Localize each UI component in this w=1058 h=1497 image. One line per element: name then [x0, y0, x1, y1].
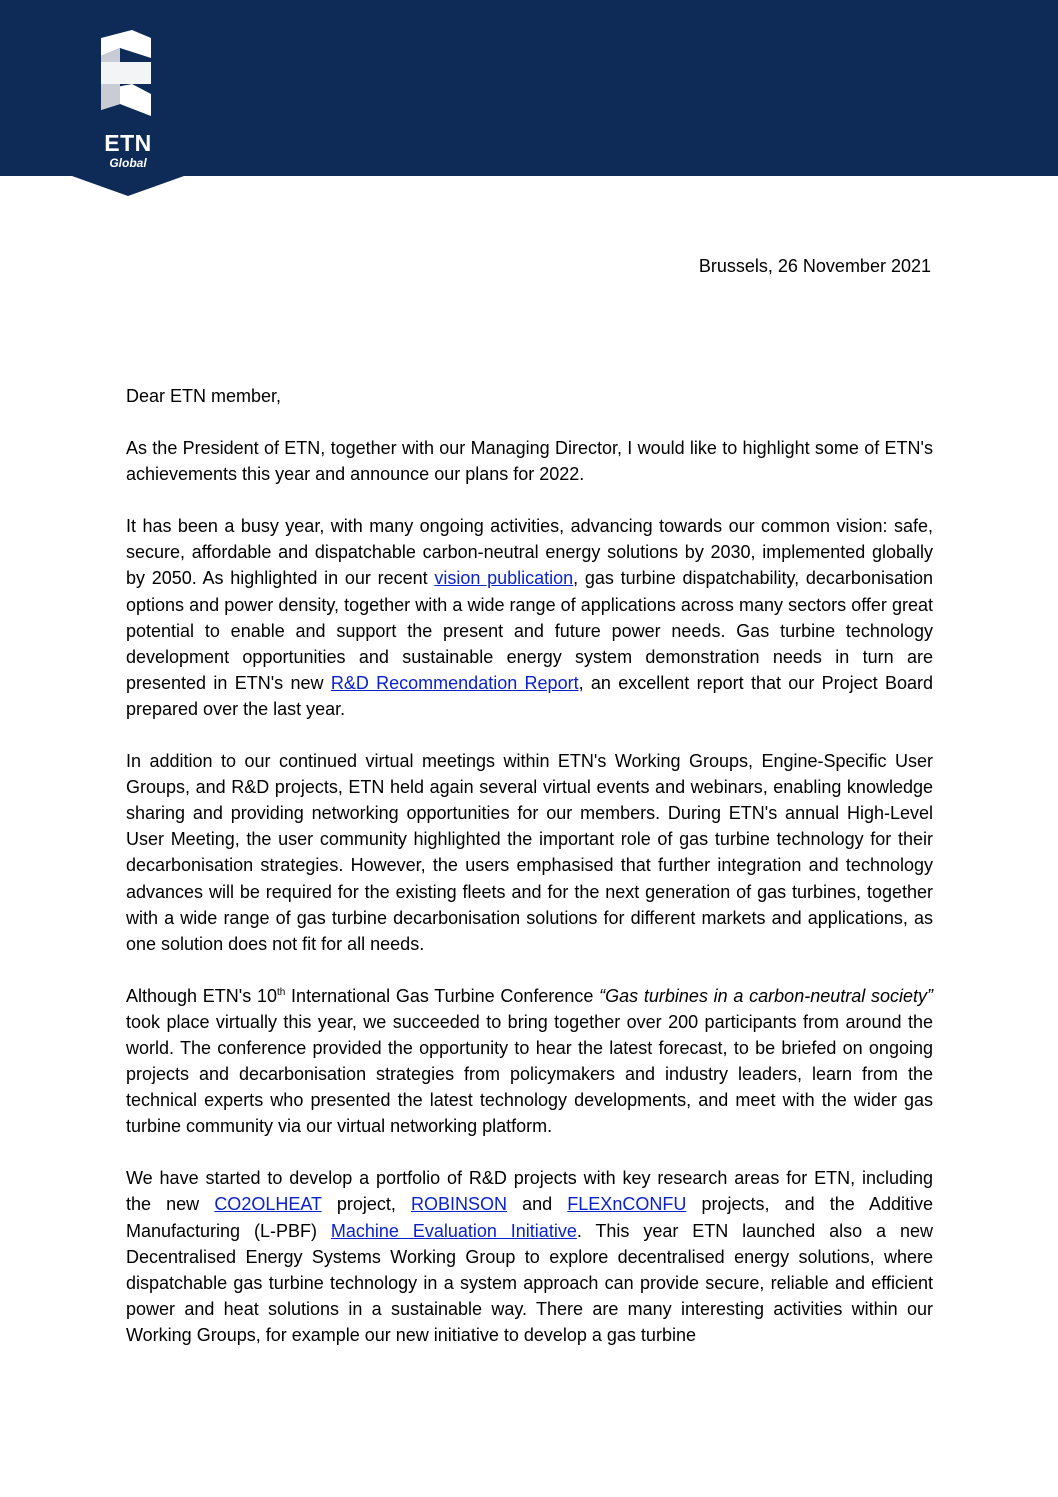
paragraph-text: , an excellent report that our Project Board prepared over the last year.: [126, 672, 934, 719]
paragraph-text: International Gas Turbine Conference: [285, 985, 600, 1006]
letter-body: [126, 383, 933, 1374]
co2olheat-link[interactable]: CO2OLHEAT: [214, 1194, 322, 1215]
letter-date: Brussels, 26 November 2021: [698, 256, 931, 276]
paragraph-text: . This year ETN launched also a new Decentralised Energy Systems Working Group to explore decentralised energy solutions, where dispatchable gas turbine technology in a system approach can provide secure, reliable and efficient power and heat solutions in a sustainable way. There are many interesting activities within our Working Groups, for example our new initiative to develop a gas turbine: [126, 1220, 933, 1345]
robinson-link[interactable]: ROBINSON: [410, 1194, 507, 1215]
logo-subtext: Global: [109, 156, 147, 170]
paragraph-projects: [126, 1165, 933, 1348]
paragraph-events: In addition to our continued virtual meetings within ETN's Working Groups, Engine-Specific User Groups, and R&D projects, ETN held again several virtual events and webinars, enabling knowledge sharing and providing networking opportunities for our members. During ETN's annual High-Level User Meeting, the user community highlighted the important role of gas turbine technology for their decarbonisation strategies. However, the users emphasised that further integration and technology advances will be required for the existing fleets and for the next generation of gas turbines, together with a wide range of gas turbine decarbonisation solutions for different markets and applications, as one solution does not fit for all needs.: [126, 751, 933, 954]
paragraph-text: , gas turbine dispatchability, decarbonisation options and power density, together with a wide range of applications across many sectors offer great potential to enable and support the present and future power needs. Gas turbine technology development opportunities and sustainable energy system demonstration needs in turn are presented in ETN's new: [126, 568, 933, 693]
paragraph-text: project,: [321, 1194, 411, 1215]
paragraph-text: We have started to develop a portfolio of R&D projects with key research areas for ETN, including the new: [126, 1168, 933, 1215]
paragraph-vision: [126, 513, 933, 722]
paragraph-text: Although ETN's 10: [126, 985, 277, 1006]
machine-evaluation-initiative-link[interactable]: Machine Evaluation Initiative: [330, 1220, 577, 1241]
paragraph-conference: [126, 983, 933, 1140]
paragraph-text: It has been a busy year, with many ongoing activities, advancing towards our common vision: safe, secure, affordable and dispatchable carbon-neutral energy solutions by 2030, implemented globally by 2050. As highlighted in our recent: [126, 516, 933, 589]
paragraph-text: projects, and the Additive Manufacturing (L-PBF): [126, 1194, 933, 1241]
rd-recommendation-report-link[interactable]: R&D Recommendation Report: [330, 672, 579, 693]
conference-title: “Gas turbines in a carbon-neutral society”: [599, 985, 933, 1006]
logo-text: ETN: [104, 130, 152, 156]
paragraph-intro: As the President of ETN, together with our Managing Director, I would like to highlight some of ETN's achievements this year and announce our plans for 2022.: [126, 438, 933, 485]
paragraph-text: and: [507, 1194, 568, 1215]
vision-publication-link[interactable]: vision publication: [434, 568, 574, 589]
salutation: Dear ETN member,: [126, 386, 282, 406]
paragraph-text: took place virtually this year, we succeeded to bring together over 200 participants from around the world. The conference provided the opportunity to hear the latest forecast, to be briefed on ongoing projects and decarbonisation strategies from policymakers and industry leaders, learn from the technical experts who presented the latest technology developments, and meet with the wider gas turbine community via our virtual networking platform.: [126, 1011, 933, 1137]
ordinal-suffix: th: [276, 986, 286, 998]
flexnconfu-link[interactable]: FLEXnCONFU: [567, 1194, 687, 1215]
